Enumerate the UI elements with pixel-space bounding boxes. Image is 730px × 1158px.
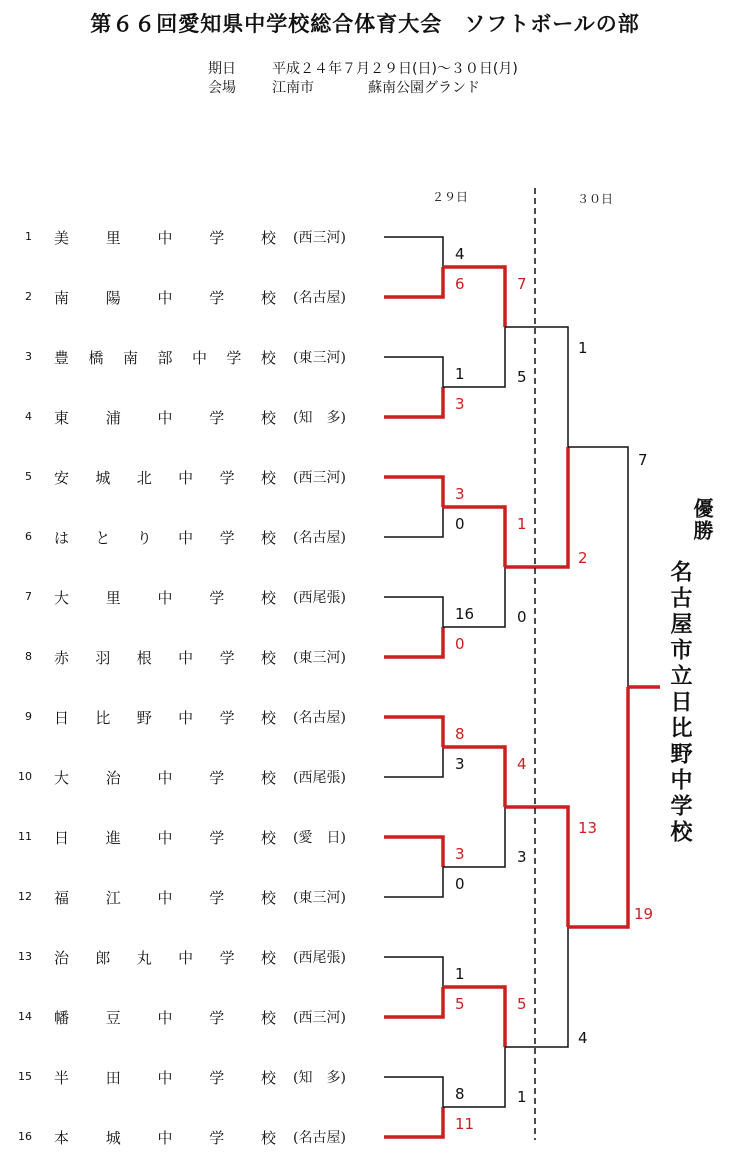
team-region: (西三河): [293, 470, 346, 486]
round2-score: 4: [517, 755, 527, 773]
team-number: 5: [25, 470, 32, 483]
school-name-char: 学: [209, 229, 225, 247]
school-name-char: 田: [105, 1069, 121, 1087]
school-name-char: 中: [178, 469, 194, 487]
round2-score: 3: [517, 848, 527, 866]
bracket-line: [384, 717, 443, 747]
bracket-line: [505, 927, 568, 1047]
bracket-line: [384, 477, 443, 507]
school-name-char: 中: [157, 1069, 173, 1087]
school-name-char: 日: [54, 829, 70, 847]
school-name-char: 校: [260, 409, 276, 427]
team-region: (名古屋): [293, 530, 346, 546]
school-name-char: 校: [260, 769, 276, 787]
team-region: (西三河): [293, 230, 346, 246]
school-name-char: 部: [157, 349, 173, 367]
bracket-line: [443, 1047, 505, 1107]
school-name-char: 大: [54, 769, 70, 787]
school-name-char: 中: [157, 829, 173, 847]
bracket-line: [568, 687, 628, 927]
school-name-char: 学: [209, 1069, 225, 1087]
venue-label: 会場: [208, 80, 236, 96]
team-region: (東三河): [293, 890, 346, 906]
school-name-char: 中: [178, 529, 194, 547]
school-name-char: 中: [157, 409, 173, 427]
school-name-char: 校: [260, 229, 276, 247]
day1-label: ２９日: [432, 190, 469, 204]
school-name-char: 校: [260, 529, 276, 547]
bracket-line: [384, 267, 443, 297]
bracket-line: [443, 267, 505, 327]
round1-score: 1: [455, 365, 465, 383]
date-value: 平成２４年７月２９日(日)～３０日(月): [272, 61, 518, 77]
round1-score: 3: [455, 755, 465, 773]
bracket-line: [384, 627, 443, 657]
school-name-char: 日: [54, 709, 70, 727]
team-region: (愛 日): [293, 830, 346, 846]
round1-score: 11: [455, 1115, 475, 1133]
school-name-char: 校: [260, 1009, 276, 1027]
round1-score: 3: [455, 845, 465, 863]
round2-score: 0: [517, 608, 527, 626]
school-name-char: 中: [157, 1129, 173, 1147]
team-number: 8: [25, 650, 32, 663]
bracket-line: [443, 807, 505, 867]
bracket-line: [384, 237, 443, 267]
team-region: (名古屋): [293, 710, 346, 726]
school-name-char: 郎: [95, 949, 111, 967]
bracket-line: [384, 357, 443, 387]
round1-score: 4: [455, 245, 465, 263]
round2-score: 1: [517, 515, 527, 533]
school-name-char: 南: [122, 349, 138, 367]
team-number: 14: [18, 1010, 32, 1023]
venue-place: 蘇南公園グランド: [368, 80, 480, 96]
school-name-char: 校: [260, 1069, 276, 1087]
bracket-line: [505, 327, 568, 447]
round1-score: 5: [455, 995, 465, 1013]
school-name-char: り: [136, 529, 152, 547]
school-name-char: 学: [209, 1129, 225, 1147]
school-name-char: 校: [260, 349, 276, 367]
school-name-char: 中: [178, 649, 194, 667]
round1-score: 0: [455, 515, 465, 533]
round2-score: 5: [517, 368, 527, 386]
round3-score: 2: [578, 549, 588, 567]
school-name-char: 中: [157, 769, 173, 787]
school-name-char: と: [95, 529, 111, 547]
school-name-char: 学: [209, 829, 225, 847]
team-number: 13: [18, 950, 32, 963]
bracket-line: [384, 957, 443, 987]
champion-label: 優勝: [690, 498, 714, 542]
bracket-line: [384, 1107, 443, 1137]
school-name-char: 学: [219, 649, 235, 667]
team-number: 7: [25, 590, 32, 603]
bracket-line: [443, 507, 505, 567]
team-number: 10: [18, 770, 32, 783]
round2-score: 1: [517, 1088, 527, 1106]
school-name-char: 赤: [54, 649, 70, 667]
school-name-char: 本: [54, 1129, 70, 1147]
school-name-char: 比: [95, 709, 111, 727]
round1-score: 3: [455, 485, 465, 503]
school-name-char: 校: [260, 469, 276, 487]
team-region: (名古屋): [293, 1130, 346, 1146]
school-name-char: 学: [209, 889, 225, 907]
school-name-char: 城: [95, 469, 111, 487]
team-region: (東三河): [293, 650, 346, 666]
school-name-char: 校: [260, 649, 276, 667]
bracket-line: [568, 447, 628, 687]
school-name-char: 浦: [105, 409, 121, 427]
round3-score: 1: [578, 339, 588, 357]
final-score: 19: [634, 905, 654, 923]
school-name-char: 中: [157, 889, 173, 907]
round1-score: 8: [455, 1085, 465, 1103]
bracket-line: [505, 447, 568, 567]
school-name-char: 陽: [105, 289, 121, 307]
team-region: (知 多): [293, 1070, 346, 1086]
round1-score: 8: [455, 725, 465, 743]
bracket-line: [384, 867, 443, 897]
school-name-char: 中: [191, 349, 207, 367]
school-name-char: 学: [209, 1009, 225, 1027]
school-name-char: 豊: [54, 349, 70, 367]
school-name-char: 学: [219, 949, 235, 967]
round3-score: 4: [578, 1029, 588, 1047]
school-name-char: は: [54, 529, 70, 547]
round1-score: 16: [455, 605, 475, 623]
school-name-char: 羽: [95, 649, 111, 667]
school-name-char: 中: [178, 949, 194, 967]
school-name-char: 野: [136, 709, 152, 727]
school-name-char: 学: [226, 349, 242, 367]
venue-city: 江南市: [272, 80, 314, 96]
bracket-line: [443, 987, 505, 1047]
bracket-line: [443, 327, 505, 387]
school-name-char: 学: [219, 709, 235, 727]
bracket-line: [443, 747, 505, 807]
school-name-char: 東: [54, 409, 70, 427]
team-region: (西尾張): [293, 950, 346, 966]
team-region: (東三河): [293, 350, 346, 366]
school-name-char: 中: [157, 1009, 173, 1027]
school-name-char: 校: [260, 289, 276, 307]
bracket-line: [384, 597, 443, 627]
team-number: 4: [25, 410, 32, 423]
school-name-char: 学: [219, 469, 235, 487]
final-score: 7: [638, 451, 648, 469]
round2-score: 5: [517, 995, 527, 1013]
page-title: 第６６回愛知県中学校総合体育大会 ソフトボールの部: [90, 12, 640, 36]
school-name-char: 中: [157, 229, 173, 247]
champion-name-box: [664, 560, 695, 850]
round1-score: 0: [455, 875, 465, 893]
champion-name: 名古屋市立日比野中学校: [667, 560, 692, 846]
bracket-line: [384, 987, 443, 1017]
bracket-line: [384, 507, 443, 537]
round2-score: 7: [517, 275, 527, 293]
school-name-char: 校: [260, 1129, 276, 1147]
school-name-char: 北: [136, 469, 152, 487]
school-name-char: 豆: [105, 1009, 121, 1027]
school-name-char: 学: [219, 529, 235, 547]
school-name-char: 橋: [88, 349, 104, 367]
school-name-char: 校: [260, 949, 276, 967]
team-region: (西尾張): [293, 770, 346, 786]
round1-score: 0: [455, 635, 465, 653]
school-name-char: 校: [260, 829, 276, 847]
school-name-char: 里: [105, 589, 121, 607]
school-name-char: 校: [260, 709, 276, 727]
school-name-char: 中: [157, 289, 173, 307]
team-number: 15: [18, 1070, 32, 1083]
school-name-char: 大: [54, 589, 70, 607]
school-name-char: 江: [105, 889, 121, 907]
school-name-char: 幡: [54, 1009, 70, 1027]
round1-score: 3: [455, 395, 465, 413]
day2-label: ３０日: [577, 192, 614, 206]
school-name-char: 校: [260, 889, 276, 907]
school-name-char: 南: [54, 289, 70, 307]
school-name-char: 進: [105, 829, 121, 847]
school-name-char: 治: [54, 949, 70, 967]
bracket-line: [384, 1077, 443, 1107]
team-number: 12: [18, 890, 32, 903]
school-name-char: 校: [260, 589, 276, 607]
champion-label-box: [688, 498, 717, 546]
school-name-char: 丸: [136, 949, 152, 967]
school-name-char: 中: [178, 709, 194, 727]
bracket-line: [384, 387, 443, 417]
team-number: 2: [25, 290, 32, 303]
team-region: (名古屋): [293, 290, 346, 306]
school-name-char: 福: [54, 889, 70, 907]
school-name-char: 学: [209, 589, 225, 607]
school-name-char: 学: [209, 769, 225, 787]
school-name-char: 学: [209, 409, 225, 427]
team-number: 9: [25, 710, 32, 723]
team-region: (知 多): [293, 410, 346, 426]
school-name-char: 中: [157, 589, 173, 607]
round3-score: 13: [578, 819, 598, 837]
bracket-line: [384, 837, 443, 867]
school-name-char: 里: [105, 229, 121, 247]
round1-score: 6: [455, 275, 465, 293]
bracket-line: [505, 807, 568, 927]
team-number: 16: [18, 1130, 32, 1143]
school-name-char: 城: [105, 1129, 121, 1147]
bracket-line: [384, 747, 443, 777]
team-region: (西三河): [293, 1010, 346, 1026]
school-name-char: 治: [105, 769, 121, 787]
team-number: 3: [25, 350, 32, 363]
team-region: (西尾張): [293, 590, 346, 606]
team-number: 6: [25, 530, 32, 543]
round1-score: 1: [455, 965, 465, 983]
school-name-char: 根: [136, 649, 152, 667]
school-name-char: 美: [54, 229, 70, 247]
school-name-char: 学: [209, 289, 225, 307]
team-number: 11: [18, 830, 32, 843]
school-name-char: 半: [54, 1069, 70, 1087]
date-label: 期日: [208, 61, 236, 77]
school-name-char: 安: [54, 469, 70, 487]
team-number: 1: [25, 230, 32, 243]
